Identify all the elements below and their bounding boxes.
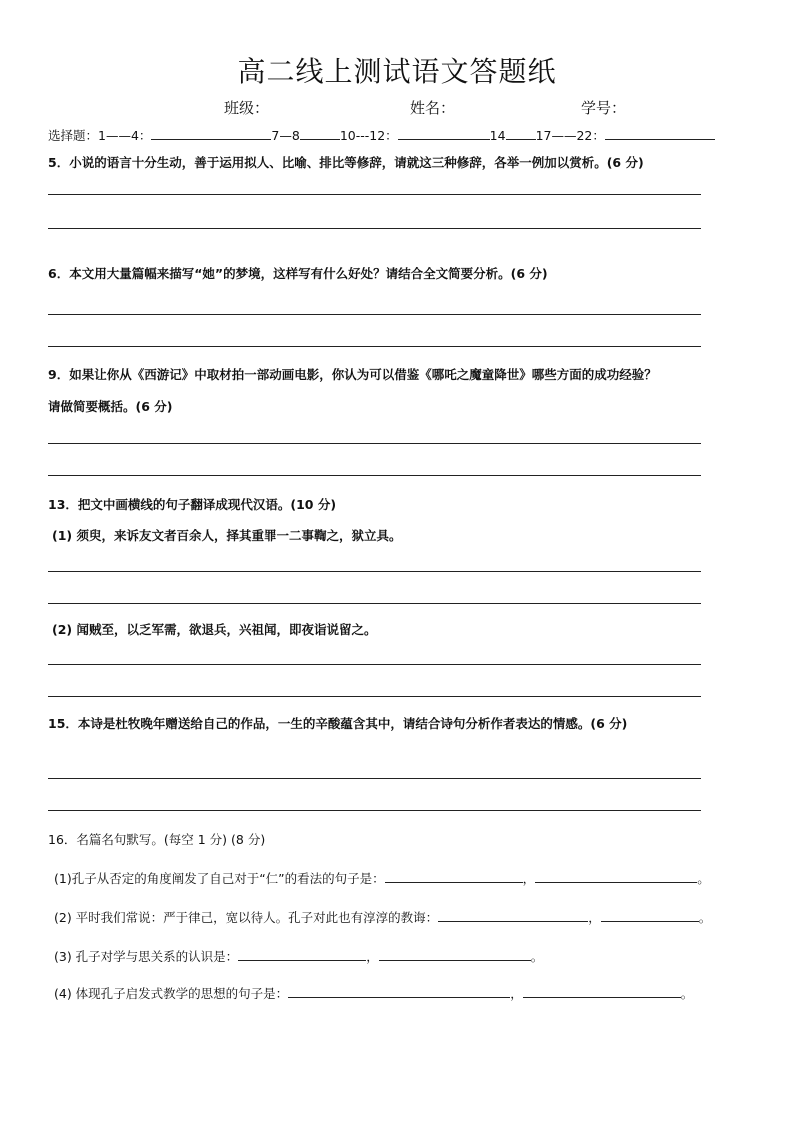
student-id-label: 学号： — [581, 99, 627, 117]
fill-blank[interactable] — [523, 985, 681, 998]
answer-line[interactable] — [48, 346, 701, 347]
period: 。 — [697, 871, 710, 886]
question-13-part-2: (2) 闻贼至，以乏军需，欲退兵，兴祖闻，即夜诣说留之。 — [52, 622, 377, 637]
question-15: 15．本诗是杜牧晚年赠送给自己的作品，一生的辛酸蕴含其中，请结合诗句分析作者表达的情感。(6 分) — [48, 716, 628, 731]
period: 。 — [698, 910, 712, 925]
page-title: 高二线上测试语文答题纸 — [237, 55, 557, 88]
fill-item-4-text: (4) 体现孔子启发式教学的思想的句子是： — [54, 986, 289, 1001]
question-9-cont: 请做简要概括。(6 分) — [48, 399, 173, 414]
fill-item-1-text: (1)孔子从否定的角度阐发了自己对于“仁”的看法的句子是： — [54, 871, 385, 886]
comma: ， — [588, 910, 601, 925]
fill-item-3-text: (3) 孔子对学与思关系的认识是： — [54, 949, 239, 964]
choice-label: 选择题： — [48, 128, 99, 143]
answer-line[interactable] — [48, 696, 701, 697]
fill-blank[interactable] — [238, 948, 366, 961]
answer-line[interactable] — [48, 778, 701, 779]
fill-item-2 — [54, 908, 711, 926]
comma: ， — [522, 871, 536, 886]
question-9: 9．如果让你从《西游记》中取材拍一部动画电影，你认为可以借鉴《哪吒之魔童降世》哪些方面的成功经验？ — [48, 367, 657, 382]
period: 。 — [530, 949, 544, 964]
answer-line[interactable] — [48, 810, 701, 811]
choice-range-17-22: 17——22： — [535, 128, 605, 143]
question-13: 13．把文中画横线的句子翻译成现代汉语。(10 分) — [48, 497, 337, 512]
answer-line[interactable] — [48, 314, 701, 315]
choice-blank-1-4[interactable] — [151, 127, 271, 140]
comma: ， — [366, 949, 379, 964]
fill-item-3 — [54, 947, 543, 965]
question-5: 5．小说的语言十分生动，善于运用拟人、比喻、排比等修辞，请就这三种修辞，各举一例加以赏析。(6 分) — [48, 155, 644, 170]
fill-item-4 — [54, 984, 693, 1002]
choice-blank-10-12[interactable] — [398, 127, 490, 140]
choice-range-7-8: 7—8 — [271, 128, 300, 143]
fill-blank[interactable] — [288, 985, 510, 998]
answer-line[interactable] — [48, 571, 701, 572]
class-label: 班级： — [224, 99, 270, 117]
fill-item-2-text: (2) 平时我们常说：严于律己，宽以待人。孔子对此也有淳淳的教诲： — [54, 910, 439, 925]
answer-line[interactable] — [48, 228, 701, 229]
answer-line[interactable] — [48, 194, 701, 195]
choice-range-14: 14 — [489, 128, 506, 143]
fill-blank[interactable] — [385, 870, 523, 883]
answer-line[interactable] — [48, 443, 701, 444]
fill-blank[interactable] — [601, 909, 699, 922]
name-label: 姓名： — [410, 99, 456, 117]
fill-blank[interactable] — [379, 948, 531, 961]
choice-blank-7-8[interactable] — [300, 127, 340, 140]
answer-line[interactable] — [48, 475, 701, 476]
question-13-part-1: (1) 须臾，来诉友文者百余人，择其重罪一二事鞫之，狱立具。 — [52, 528, 402, 543]
fill-blank[interactable] — [535, 870, 697, 883]
choice-answer-row — [48, 126, 715, 144]
fill-blank[interactable] — [438, 909, 588, 922]
answer-line[interactable] — [48, 603, 701, 604]
comma: ， — [510, 986, 523, 1001]
period: 。 — [680, 986, 694, 1001]
answer-line[interactable] — [48, 664, 701, 665]
question-16: 16．名篇名句默写。(每空 1 分) (8 分) — [48, 832, 266, 847]
question-6: 6．本文用大量篇幅来描写“她”的梦境，这样写有什么好处？请结合全文简要分析。(6 分) — [48, 266, 548, 281]
choice-range-10-12: 10---12： — [339, 128, 398, 143]
choice-blank-17-22[interactable] — [605, 127, 715, 140]
choice-blank-14[interactable] — [506, 127, 536, 140]
fill-item-1 — [54, 869, 710, 887]
choice-range-1-4: 1——4： — [98, 128, 152, 143]
